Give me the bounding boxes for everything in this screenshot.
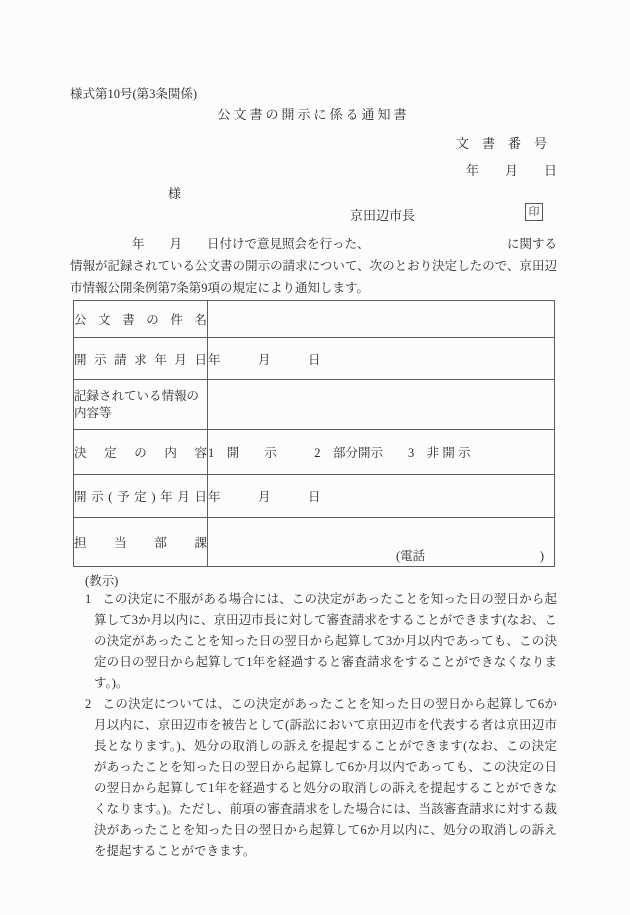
form-number: 様式第10号(第3条関係) — [70, 87, 198, 101]
phone-field — [396, 549, 544, 563]
phone-close-paren: ) — [539, 549, 544, 563]
legal-notes — [85, 589, 557, 862]
disclosure-table — [73, 300, 555, 567]
issue-date-blank: 年 月 日 — [465, 163, 557, 178]
note-item-2 — [85, 694, 557, 862]
row-value-department — [208, 518, 555, 567]
consultation-date-blank: 年 月 日付けで意見照会を行った、 — [132, 237, 370, 251]
row-value-date: 年 月 日 — [208, 475, 555, 518]
intro-line-1 — [70, 233, 557, 255]
row-value-date: 年 月 日 — [208, 338, 555, 380]
row-label: 開示請求年月日 — [74, 352, 207, 367]
note-item-1 — [85, 589, 557, 694]
intro-body: 情報が記録されている公文書の開示の請求について、次のとおり決定したので、京田辺市情報公開条例第7条第9項の規定により通知します。 — [70, 259, 557, 295]
phone-label: (電話 — [396, 549, 426, 563]
addressee-line — [70, 186, 557, 202]
notes-title: (教示) — [85, 574, 119, 588]
row-label: 記録されている情報の内容等 — [74, 388, 200, 420]
table-row-disclosure-date — [74, 475, 555, 518]
seal-stamp-icon: 印 — [525, 203, 543, 221]
page-title: 公文書の開示に係る通知書 — [217, 107, 410, 122]
document-number-label: 文 書 番 号 — [455, 136, 547, 151]
note-text: この決定に不服がある場合には、この決定があったことを知った日の翌日から起算して3か月以内に、京田辺市長に対して審査請求をすることができます(なお、この決定があったことを知った日の翌日から起算して3か月以内であっても、この決定の日の翌日から起算して1年を経過すると審査請求をすることができなくなります。)。 — [94, 592, 557, 690]
row-value-blank — [208, 380, 555, 430]
subject-suffix: に関する — [506, 237, 557, 251]
table-row-department — [74, 518, 555, 567]
table-row-recorded-info — [74, 380, 555, 430]
row-label: 担当部課 — [74, 536, 207, 550]
row-value-blank — [208, 301, 555, 338]
row-label: 決定の内容 — [74, 446, 207, 460]
row-value-decision-options: 1 開 示 2 部分開示 3 非 開 示 — [208, 430, 555, 475]
table-row-document-title — [74, 301, 555, 338]
sender-line — [70, 205, 557, 223]
note-number: 2 — [85, 697, 92, 711]
mayor-name: 京田辺市長 — [350, 208, 416, 223]
note-text: この決定については、この決定があったことを知った日の翌日から起算して6か月以内に、京田辺市を被告として(訴訟において京田辺市を代表する者は京田辺市長となります。)、処分の取消しの訴えを提起することができます(なお、この決定があったことを知った日の翌日から起算して6か月以内であっても、この決定の日の翌日から起算して1年を経過すると処分の取消しの訴えを提起することができなくなります。)。ただし、前項の審査請求をした場合には、当該審査請求に対する裁決があったことを知った日の翌日から起算して6か月以内に、処分の取消しの訴えを提起することができます。 — [94, 697, 557, 858]
addressee-suffix: 様 — [168, 186, 182, 201]
row-label: 公文書の件名 — [74, 313, 207, 327]
intro-paragraph — [70, 233, 557, 299]
row-label: 開示(予定)年月日 — [74, 490, 207, 504]
table-row-decision — [74, 430, 555, 475]
table-row-request-date — [74, 338, 555, 380]
note-number: 1 — [85, 592, 92, 606]
